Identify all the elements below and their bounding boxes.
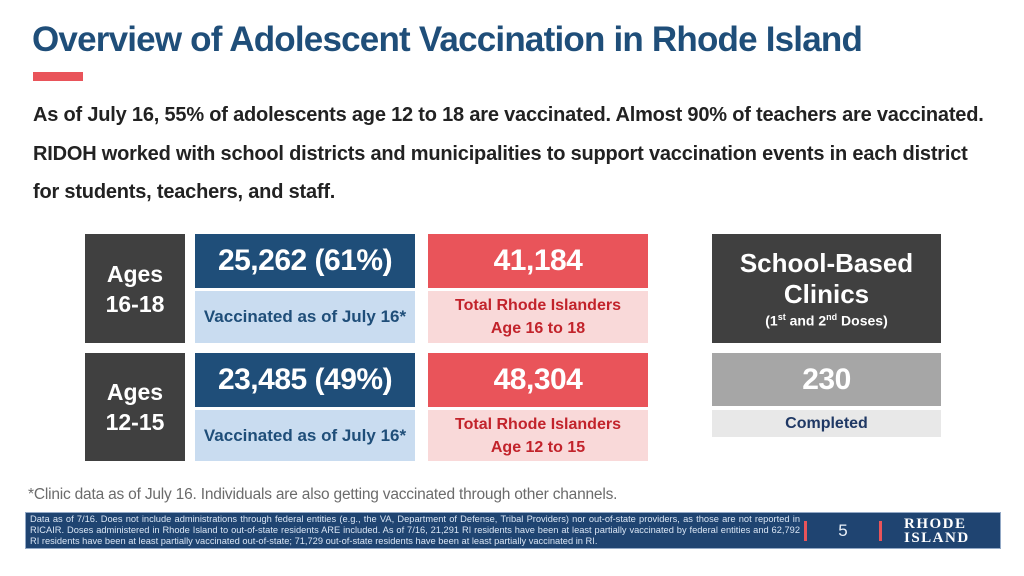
footer-divider-accent xyxy=(879,521,882,541)
completed-label: Completed xyxy=(785,414,868,432)
page-title: Overview of Adolescent Vaccination in Rhode Island xyxy=(32,20,863,59)
total-caption-box-12-15 xyxy=(428,410,648,461)
clinics-completed-caption-box xyxy=(712,410,941,437)
clinics-completed-count: 230 xyxy=(802,362,851,396)
title-underline-accent xyxy=(33,72,83,81)
total-count-box-12-15 xyxy=(428,353,648,407)
clinics-completed-count-box xyxy=(712,353,941,406)
total-count-box-16-18 xyxy=(428,234,648,288)
vaccinated-count-box-16-18 xyxy=(195,234,415,288)
clinics-subtitle: (1st and 2nd Doses) xyxy=(765,312,888,329)
total-caption: Total Rhode Islanders Age 16 to 18 xyxy=(455,297,621,337)
total-count-value: 41,184 xyxy=(493,244,583,277)
rhode-island-logo: RHODE ISLAND xyxy=(904,515,970,546)
footer-bar xyxy=(25,512,1001,549)
clinic-footnote: *Clinic data as of July 16. Individuals are also getting vaccinated through other channels. xyxy=(28,486,618,503)
clinics-title: School-Based Clinics xyxy=(739,248,914,310)
total-count-value: 48,304 xyxy=(493,363,583,396)
page-number: 5 xyxy=(838,520,848,540)
vaccinated-caption: Vaccinated as of July 16* xyxy=(203,307,407,326)
total-caption-box-16-18 xyxy=(428,291,648,343)
age-group-box-12-15 xyxy=(85,353,185,461)
data-disclaimer-text: Data as of 7/16. Does not include administrations through federal entities (e.g., the VA, Department of Defense, Tribal Providers) nor out-of-state providers, as those are not reported in RICAIR. Doses administered in Rhode Island to out-of-state residents ARE included. As of 7/16, 21,291 RI residents have been at least partially vaccinated by federal entities and 62,792 RI residents have been at least partially vaccinated out-of-state; 71,729 out-of-state residents have been at least partially vaccinated in RI. xyxy=(30,514,800,546)
intro-paragraph: As of July 16, 55% of adolescents age 12 to 18 are vaccinated. Almost 90% of teachers are vaccinated. RIDOH worked with school districts and municipalities to support vaccination events in each district for students, teachers, and staff. xyxy=(33,104,984,203)
vaccinated-count-box-12-15 xyxy=(195,353,415,407)
age-group-label: Ages 12-15 xyxy=(105,379,165,435)
vaccinated-caption: Vaccinated as of July 16* xyxy=(203,425,407,445)
school-based-clinics-box xyxy=(712,234,941,343)
vaccinated-caption-box-12-15 xyxy=(195,410,415,461)
age-group-label: Ages 16-18 xyxy=(105,260,165,317)
vaccinated-count-value: 25,262 (61%) xyxy=(217,244,393,277)
age-group-box-16-18 xyxy=(85,234,185,343)
vaccinated-caption-box-16-18 xyxy=(195,291,415,343)
vaccinated-count-value: 23,485 (49%) xyxy=(217,363,393,396)
total-caption: Total Rhode Islanders Age 12 to 15 xyxy=(455,415,621,456)
